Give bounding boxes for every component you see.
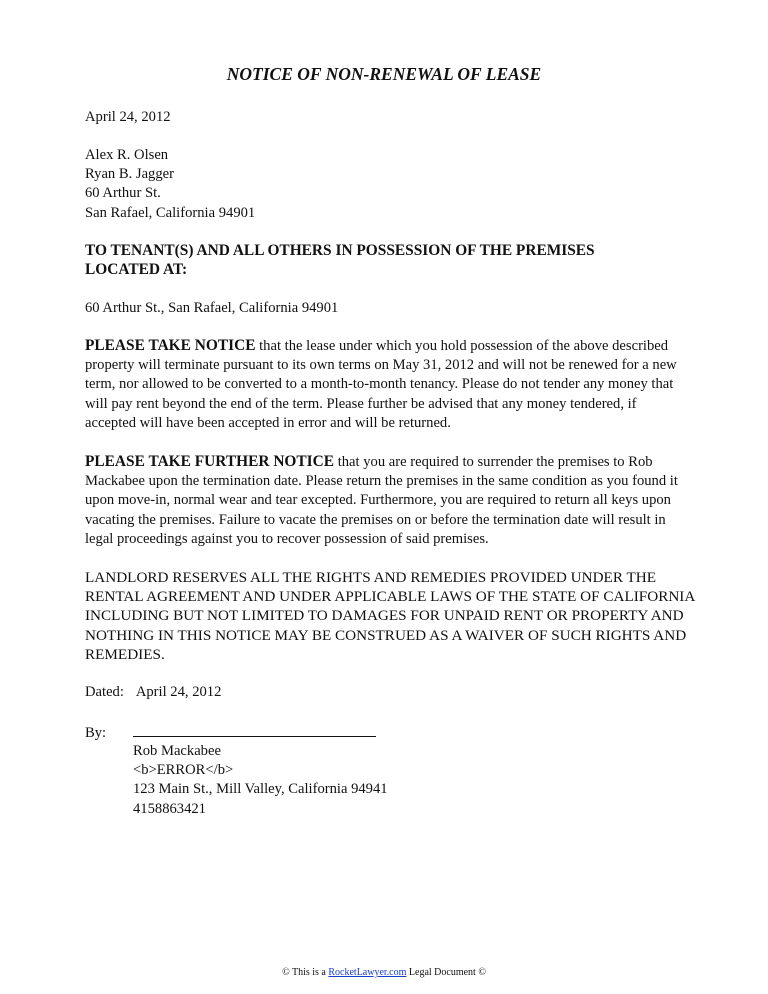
notice-text: that the lease under which you hold possession of the above described property will terminate pursuant to its own terms on May 31, 2012 and will not be renewed for a new term, nor allowed to be converted to a month-to-month tenancy. Please do not tender any money that will pay rent beyond the end of the term. Please further be advised that any money tendered, if accepted will have been accepted in error and will be returned. <box>85 338 677 431</box>
reservation-paragraph: LANDLORD RESERVES ALL THE RIGHTS AND REMEDIES PROVIDED UNDER THE RENTAL AGREEMENT AND UNDER APPLICABLE LAWS OF THE STATE OF CALIFORNIA INCLUDING BUT NOT LIMITED TO DAMAGES FOR UNPAID RENT OR PROPERTY AND NOTHING IN THIS NOTICE MAY BE CONSTRUED AS A WAIVER OF SUCH RIGHTS AND REMEDIES. <box>85 569 695 663</box>
dated-line <box>85 683 685 702</box>
footer <box>0 967 768 978</box>
recipient-city-line: San Rafael, California 94901 <box>85 204 256 221</box>
document-date: April 24, 2012 <box>85 109 171 125</box>
dated-label: Dated: <box>85 684 124 700</box>
recipient-street: 60 Arthur St. <box>85 185 161 202</box>
further-notice-text: that you are required to surrender the premises to Rob Mackabee upon the termination date. Please return the premises in the same condition as you found it upon move-in, normal wear and tear excepted. Furthermore, you are required to return all keys upon vacating the premises. Failure to vacate the premises on or before the termination date will result in legal proceedings against you to recover possession of said premises. <box>85 454 678 547</box>
notice-lead: PLEASE TAKE NOTICE <box>85 337 256 354</box>
premises-address: 60 Arthur St., San Rafael, California 94901 <box>85 300 339 316</box>
further-notice-paragraph <box>85 452 685 549</box>
footer-prefix: © This is a <box>282 967 329 978</box>
recipient-name-2: Ryan B. Jagger <box>85 166 174 183</box>
further-notice-lead: PLEASE TAKE FURTHER NOTICE <box>85 453 335 470</box>
signer-phone: 4158863421 <box>133 800 206 817</box>
signer-block <box>133 742 388 819</box>
rocketlawyer-link[interactable]: RocketLawyer.com <box>328 967 407 978</box>
signer-name: Rob Mackabee <box>133 743 221 759</box>
notice-paragraph <box>85 336 685 433</box>
signer-address: 123 Main St., Mill Valley, California 94941 <box>133 781 388 798</box>
document-title: NOTICE OF NON-RENEWAL OF LEASE <box>226 64 542 84</box>
dated-value: April 24, 2012 <box>135 684 222 700</box>
by-label: By: <box>85 725 107 741</box>
recipient-address-block <box>85 146 685 223</box>
recipient-name-1: Alex R. Olsen <box>85 147 169 163</box>
tenant-heading: TO TENANT(S) AND ALL OTHERS IN POSSESSION OF THE PREMISES LOCATED AT: <box>85 242 595 279</box>
signature-line <box>133 736 376 737</box>
signer-title-line: <b>ERROR</b> <box>133 762 234 779</box>
footer-suffix: Legal Document © <box>406 967 486 978</box>
